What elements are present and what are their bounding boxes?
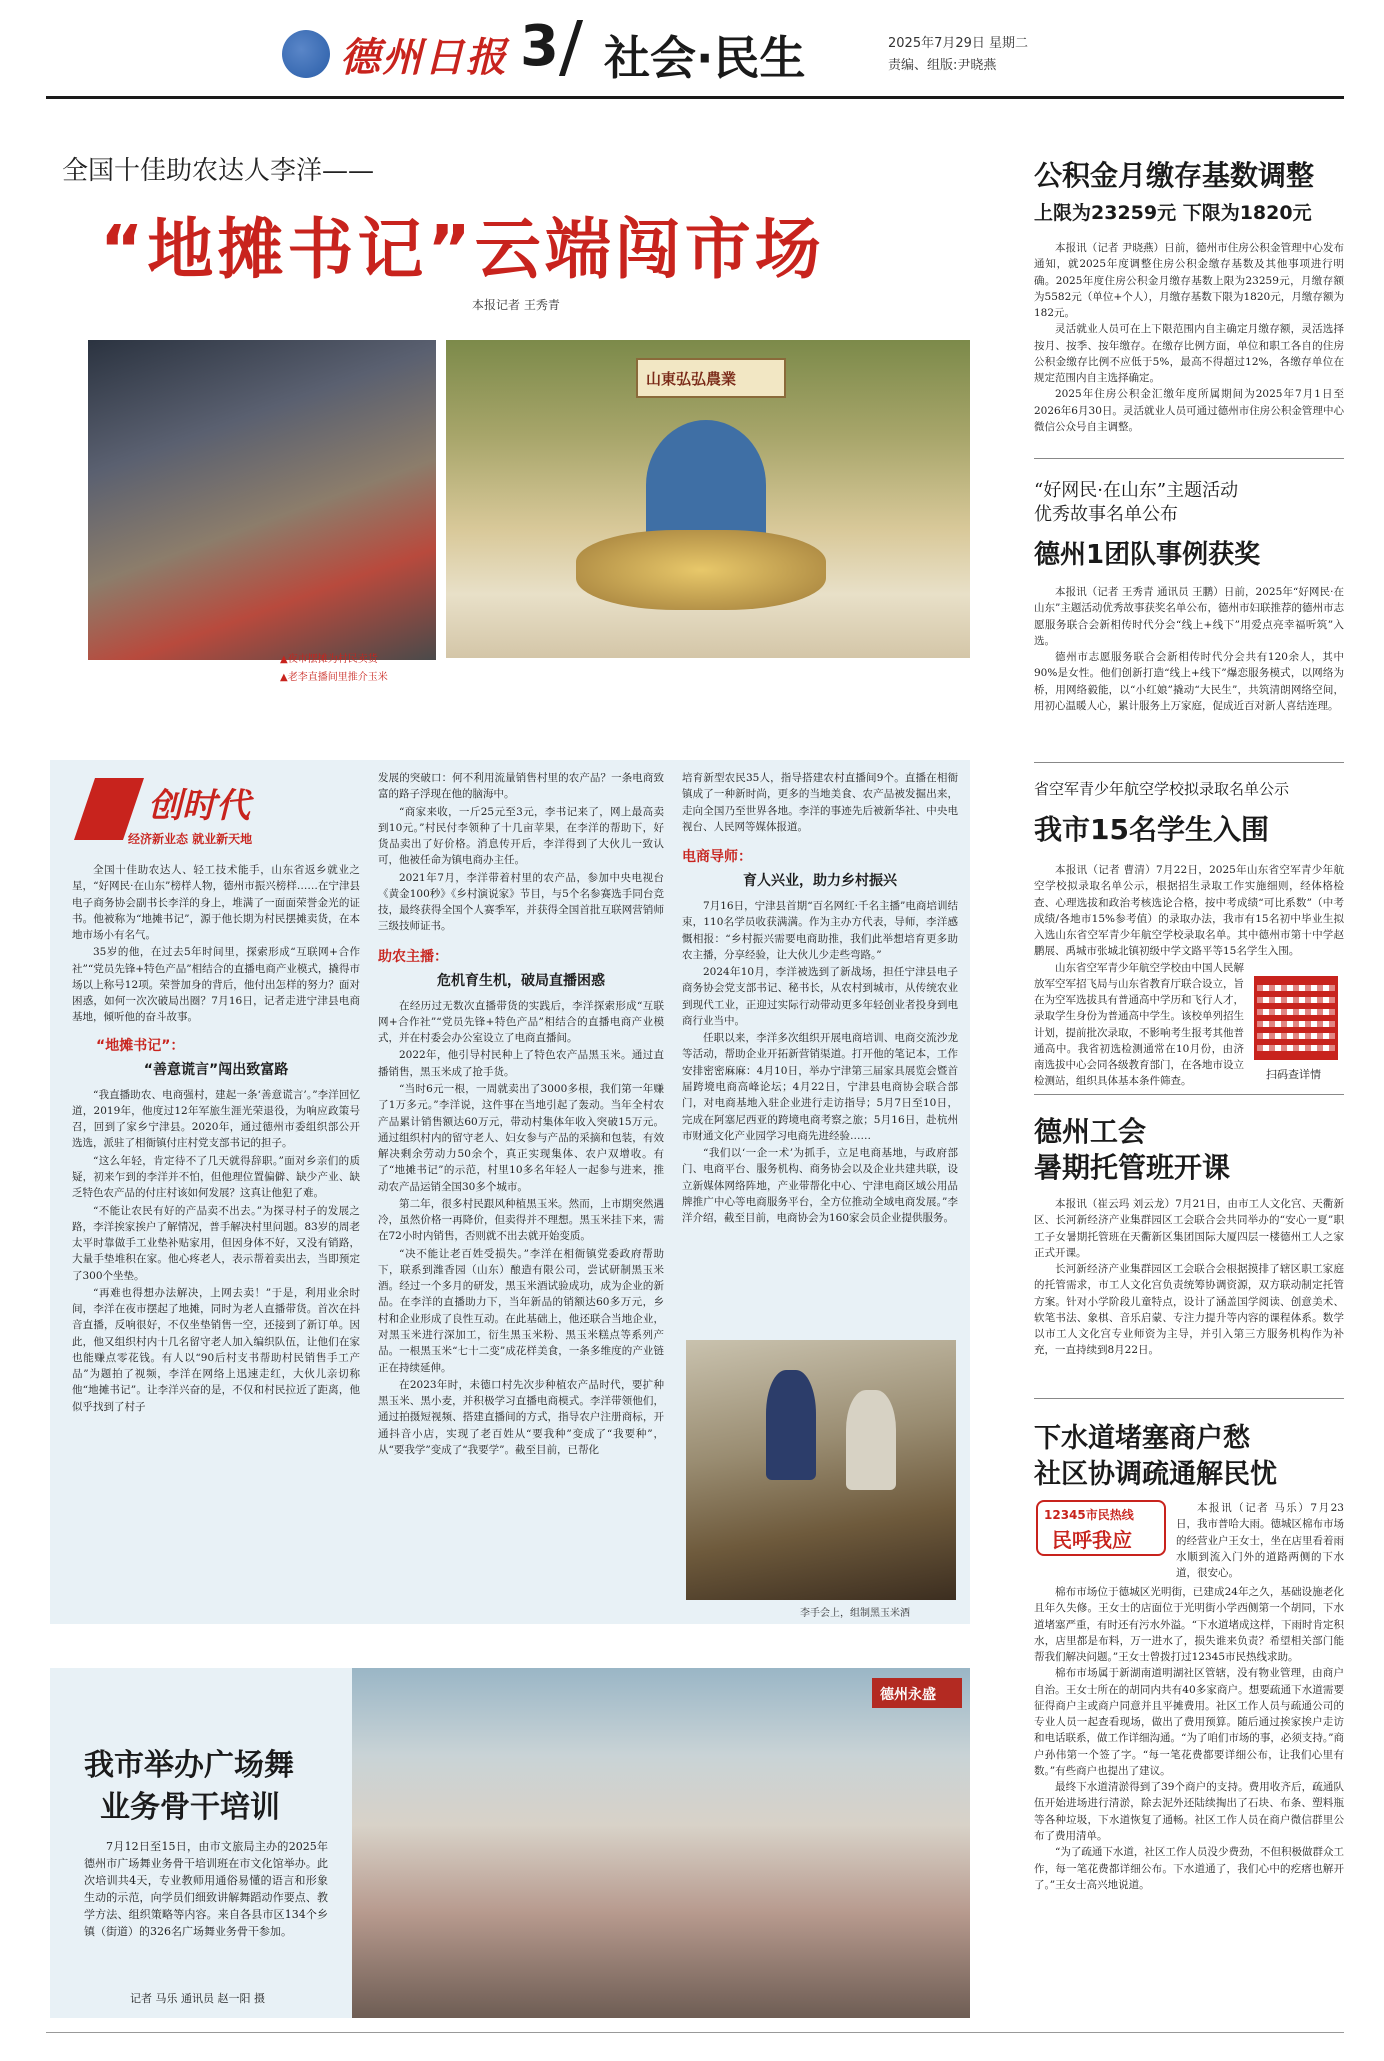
right-para: 本报讯（记者 曹清）7月22日，2025年山东省空军青少年航空学校拟录取名单公示，根据招生录取工作实施细则，经体格检查、心理选拔和政治考核选论合格，按中考成绩“可比系数”（中考成绩/各地市15%参考值）的录取办法，我市有15名初中毕业生拟入选山东省空军青少年航空学校录取名单。其中德州市第十中学赵鹏展、禹城市张城北镇初级中学文路平等15名学生入围。 [1034,864,1344,958]
feature-para: 7月16日，宁津县首期“百名网红·千名主播”电商培训结束，110名学员收获满满。作为主办方代表，导师，李洋感慨相报：“乡村振兴需要电商助推，我们此举想培育更多助农主播，分享经验，让大伙儿少走些弯路。” [682,900,958,961]
photo-corn-basket [576,530,826,610]
right-para: 2025年住房公积金汇缴年度所属期间为2025年7月1日至2026年6月30日。灵活就业人员可通过德州市住房公积金管理中心微信公众号自主调整。 [1034,388,1344,433]
feature-para: 35岁的他，在过去5年时间里，探索形成“互联网+合作社”“党员先锋+特色产品”相结合的直播电商产业模式，撬得市场以上称号12项。荣誉加身的背后，他付出怎样的努力？面对困惑，如何一次次破局出圈？7月16日，记者走进宁津县电商基地，倾听他的奋斗故事。 [72,946,360,1024]
right-a1-sub: 上限为23259元 下限为1820元 [1034,202,1312,224]
feature-para: 2022年，他引导村民种上了特色农产品黑玉米。通过直播销售，黑玉米成了抢手货。 [378,1049,664,1078]
right-a4-title-2: 暑期托管班开课 [1034,1151,1231,1184]
right-a1-title: 公积金月缴存基数调整 [1034,159,1315,192]
subhead-label: 助农主播： [378,948,448,965]
photo-dance [352,1668,970,2018]
right-para: “为了疏通下水道，社区工作人员没少费劲，不但积极做群众工作，每一笔花费都详细公布。下水道通了，我们心中的疙瘩也解开了。”王女士高兴地说道。 [1034,1846,1344,1891]
feature-para: “当时6元一根，一周就卖出了3000多根，我们第一年赚了1万多元。”李洋说，这件事在当地引起了轰动。当年全村农产品累计销售额达60万元，带动村集体年收入突破15万元。通过组织村内的留守老人、妇女参与产品的采摘和包装，有效解决剩余劳动力50余个，真正实现集体、农户双增收。有了“地摊书记”的示范，村里10多名年轻人一起参与进来，推动农产品运销全国30多个城市。 [378,1082,664,1193]
feature-para: “再难也得想办法解决，上网去卖！”于是，利用业余时间，李洋在夜市摆起了地摊，同时为老人直播带货。首次在抖音直播，反响很好，不仅坐垫销售一空，还接到了新订单。因此，他又组织村内十几名留守老人加入编织队伍，让他们在家也能赚点零花钱。有人以“90后村支书帮助村民销售手工产品”为题拍了视频，李洋在网络上迅速走红，大伙儿亲切称他“地摊书记”。让李洋兴奋的是，不仅和村民拉近了距离，他似乎找到了村子 [72,1286,360,1413]
photo-brewing [686,1340,956,1600]
subhead-title: 育人兴业，助力乡村振兴 [743,873,897,890]
qr-caption: 扫码查详情 [1266,1068,1321,1081]
masthead-rule [46,96,1344,99]
feature-col-3 [682,770,958,1227]
subhead-label: “地摊书记”： [96,1037,185,1054]
right-a5-title-2: 社区协调疏通解民忧 [1034,1459,1277,1490]
feature-para: “我们以‘一企一术’为抓手，立足电商基地，与政府部门、电商平台、服务机构、商务协会以及企业共建共联，设立新媒体网络阵地，产业带帮化中心、宁津电商区域公用品牌推广中心等电商服务平台，全方位推动全域电商发展。”李洋介绍，截至目前，电商协会为160家会员企业提供服务。 [682,1147,958,1225]
feature-para: “商家来收，一斤25元至3元，李书记来了，网上最高卖到10元。”村民付李领种了十几亩苹果，在李洋的帮助下，好货品卖出了好价格。消息传开后，李洋得到了大伙儿一致认可，他被任命为镇电商办主任。 [378,805,664,867]
right-a4-body [1034,1196,1344,1359]
divider [1034,762,1344,763]
right-a5-body-lead [1176,1500,1344,1581]
photo-livestream [446,340,970,658]
divider [1034,1094,1344,1095]
photo-dance-banner-text: 德州永盛 [880,1687,936,1703]
feature-para: “我直播助农、电商强村，建起一条‘善意谎言’。”李洋回忆道，2019年，他度过12年军旅生涯光荣退役，为响应政策号召，回到了家乡宁津县。2020年，通过德州市委组织部公开选选，派驻了相衙镇付庄村党支部书记的担子。 [72,1088,360,1150]
right-a2-body [1034,584,1344,714]
subhead-label: 电商导师： [682,849,752,866]
photo-sign-text: 山東弘弘農業 [646,370,737,388]
feature-para: 2021年7月，李洋带着村里的农产品，参加中央电视台《黄金100秒》《乡村演说家》节目，与5个名参赛选手同台竞技，最终获得全国个人赛季军，并获得全国首批互联网营销师三级技师证书。 [378,871,664,933]
feature-para: 全国十佳助农达人、轻工技术能手，山东省返乡就业之星，“好网民·在山东”榜样人物，德州市振兴榜样……在宁津县电子商务协会副书长李洋的身上，堆满了一面面荣誉金光的证书。他被称为“地摊书记”，源于他长期为村民摆摊卖货，在本地市场小有名气。 [72,864,360,942]
right-para: 棉布市场位于德城区光明街，已建成24年之久，基础设施老化且年久失修。王女士的店面位于光明街小学西侧第一个胡同，下水道堵塞严重，有时还有污水外溢。“下水道堵成这样，下雨时肯定积水，店里都是布料，万一进水了，损失谁来负责？希望相关部门能帮我们解决问题。”王女士曾拨打过12345市民热线求助。 [1034,1586,1344,1664]
right-para: 德州市志愿服务联合会新相传时代分会共有120余人，其中90%是女性。他们创新打造“线上+线下”爆恋服务模式，以网络为桥，用网络毅能，以“小红娘”撬动“大民生”，共筑清朗网络空间，用初心温暖人心，累计服务上万家庭，促成近百对新人喜结连理。 [1034,651,1344,712]
feature-col-2 [378,770,664,1459]
feature-byline: 本报记者 王秀青 [472,298,560,312]
hotline-badge-top: 12345市民热线 [1044,1508,1134,1522]
masthead-logo-icon [282,30,330,78]
right-a2-kicker-1: “好网民·在山东”主题活动 [1034,480,1239,501]
right-para: 本报讯（崔云玛 刘云龙）7月21日，由市工人文化宫、天衢新区、长河新经济产业集群园区工会联合会共同举办的“安心一夏”职工子女暑期托管班在天衢新区集团国际大厦四层一楼德州工人之家正式开课。 [1034,1198,1344,1259]
feature-para: 2024年10月，李洋被选到了新战场，担任宁津县电子商务协会党支部书记、秘书长，从农村到城市，从传统农业到现代工业，正迎过实际行动带动更多年轻创业者投身到电商行业当中。 [682,966,958,1027]
caption-livestream: ▲老李直播间里推介玉米 [280,672,388,683]
dance-byline: 记者 马乐 通讯员 赵一阳 摄 [130,1992,265,2005]
right-para: 本报讯（记者 王秀青 通讯员 王鹏）日前，2025年“好网民·在山东”主题活动优秀故事获奖名单公布，德州市妇联推荐的德州市志愿服务联合会新相传时代分会“线上+线下”用爱点亮幸福听筑”入选。 [1034,586,1344,647]
right-para: 最终下水道清淤得到了39个商户的支持。费用收齐后，疏通队伍开始进场进行清淤，除去泥外还陆续掏出了石块、布条、塑料瓶等各种垃圾，下水道恢复了通畅。社区工作人员在商户微信群里公布了费用清单。 [1034,1781,1344,1842]
photo-night-market [88,340,436,660]
hotline-badge-bottom: 民呼我应 [1052,1528,1132,1552]
right-a5-body [1034,1584,1344,1893]
divider [1034,458,1344,459]
feature-para: 任职以来，李洋多次组织开展电商培训、电商交流沙龙等活动，帮助企业开拓新营销渠道。打开他的笔记本，工作安排密密麻麻：4月10日，举办宁津第三届家具展览会暨首届跨境电商高峰论坛；4月22日，宁津县电商协会联合部门，对电商基地入驻企业进行走访指导；5月7日至10日，完成在阿塞尼西亚的跨境电商考察之旅；5月16日，赴杭州市财通文化产业园学习电商先进经验…… [682,1032,958,1142]
feature-kicker: 全国十佳助农达人李洋—— [62,156,375,186]
feature-para: 在2023年时，未德口村先次步种植农产品时代，要扩种黑玉米、黑小麦，并积极学习直播电商模式。李洋带领他们，通过拍摄短视频、搭建直播间的方式，指导农户注册商标，开通抖音小店，实现了老百姓从“要我种”变成了“我要种”，从“要我学”变成了“我要学”。截至目前，已帮化 [378,1378,664,1456]
issue-date: 2025年7月29日 星期二 [888,36,1029,51]
right-para: 灵活就业人员可在上下限范围内自主确定月缴存额，灵活选择按月、按季、按年缴存。在缴存比例方面，单位和职工各自的住房公积金缴存比例不应低于5%，最高不得超过12%，各缴存单位在规定范围内自主选择确定。 [1034,323,1344,385]
dance-title-1: 我市举办广场舞 [84,1748,294,1783]
subhead-title: 危机育生机，破局直播困惑 [437,972,605,989]
column-subtitle: 经济新业态 就业新天地 [128,832,253,846]
right-para: 山东省空军青少年航空学校由中国人民解放军空军招飞局与山东省教育厅联合设立，旨在为空军选拔具有普通高中学历和飞行人才，录取学生身份为普通高中学生。该校单列招生计划，提前批次录取，不影响考生报考其他普通高中。我省初选检测通常在10月份，由济南选拔中心会同各级教育部门，在各地市设立检测站，组织具体基本条件筛查。 [1034,961,1244,1088]
editor-credit: 责编、组版:尹晓燕 [888,58,997,73]
feature-para: “决不能让老百姓受损失。”李洋在相衙镇党委政府帮助下，联系到潍香园（山东）酿造有限公司，尝试研制黑玉米酒。经过一个多月的研发，黑玉米酒试验成功，成为企业的新品。在李洋的直播助力下，当年新品的销额达60多万元，乡村和企业形成了良性互动。在此基础上，他还联合当地企业，对黑玉米进行深加工，衍生黑玉米粉、黑玉米糕点等系列产品。一根黑玉米“七十二变”成花样美食，一条多维度的产业链正在持续延伸。 [378,1247,664,1374]
right-a5-title-1: 下水道堵塞商户愁 [1034,1423,1250,1454]
right-a2-title: 德州1团队事例获奖 [1034,540,1261,570]
divider [1034,1398,1344,1399]
right-a3-title: 我市15名学生入围 [1034,813,1269,846]
photo-brewing-worker [846,1390,896,1490]
right-para: 本报讯（记者 尹晓燕）日前，德州市住房公积金管理中心发布通知，就2025年度调整住房公积金缴存基数及其他事项进行明确。2025年度住房公积金月缴存基数上限为23259元，月缴存额为5582元（单位+个人），月缴存基数下限为1820元，月缴存额为182元。 [1034,242,1344,320]
photo-brewing-caption: 李手会上，组制黑玉米酒 [800,1608,910,1619]
feature-para: “这么年轻，肯定待不了几天就得辞职。”面对乡亲们的质疑，初来乍到的李洋并不怕，但他理位置偏僻、缺少产业、缺乏特色农产品的付庄村该如何发展？这真让他犯了难。 [72,1154,360,1200]
feature-para: 在经历过无数次直播带货的实践后，李洋探索形成“互联网+合作社”“党员先锋+特色产品”相结合的直播电商产业模式，并在村委会办公室设立了电商直播间。 [378,999,664,1045]
feature-para: 第二年，很多村民跟风种植黑玉米。然而，上市期突然遇冷，虽然价格一再降价，但卖得并不理想。黑玉米挂下来，需在72小时内销售，否则就不出去就开始变质。 [378,1197,664,1243]
hotline-badge [1036,1500,1166,1556]
masthead [0,0,1384,100]
feature-para: 培育新型农民35人，指导搭建农村直播间9个。直播在相衙镇成了一种新时尚，更多的当地美食、农产品被发掘出来，走向全国乃至世界各地。李洋的事迹先后被新华社、中央电视台、人民网等媒体报道。 [682,772,958,833]
right-para: 长河新经济产业集群园区工会联合会根据摸排了辖区职工家庭的托管需求，市工人文化宫负责统筹协调资源，双方联动制定托管方案。针对小学阶段儿童特点，设计了涵盖国学阅读、创意美术、软笔书法、象棋、音乐启蒙、专注力提升等内容的课程体系。数学以市工人文化宫专业师资为主导，并引入第三方服务机构作为补充，一直持续到8月22日。 [1034,1263,1344,1357]
feature-para: 发展的突破口：何不利用流量销售村里的农产品？一条电商致富的路子浮现在他的脑海中。 [378,772,664,801]
dance-title-2: 业务骨干培训 [100,1790,280,1825]
column-logo [74,772,304,852]
caption-night-market: ▲夜市摆摊为村民卖货 [280,654,378,665]
page-number-slash [559,20,583,76]
right-a4-title-1: 德州工会 [1034,1115,1147,1148]
page-number: 3 [520,14,559,79]
right-a1-body [1034,240,1344,435]
right-para: 棉布市场属于新湖南道明湖社区管辖，没有物业管理，由商户自治。王女士所在的胡同内共有40多家商户。想要疏通下水道需要征得商户主或商户同意并且平摊费用。社区工作人员与疏通公司的专业人员一起查看现场，做出了费用预算。随后通过挨家挨户走访和电话联系，做工作详细沟通。“为了咱们市场的事，必须支持。”商户孙伟第一个签了字。“每一笔花费都要详细公布，让我们心里有数。”有些商户也提出了建议。 [1034,1667,1344,1777]
right-a3-kicker: 省空军青少年航空学校拟录取名单公示 [1034,780,1290,798]
masthead-paper-name: 德州日报 [340,34,508,81]
right-a2-kicker-2: 优秀故事名单公布 [1034,504,1178,525]
feature-para: “不能让农民有好的产品卖不出去。”为探寻村子的发展之路，李洋挨家挨户了解情况，普手解决村里问题。83岁的周老太平时靠做手工业垫补贴家用，但因身体不好，又没有销路，大量手垫堆积在家。他心疼老人，表示帮着卖出去，当即预定了300个坐垫。 [72,1204,360,1282]
dance-text: 7月12日至15日，由市文旅局主办的2025年德州市广场舞业务骨干培训班在市文化馆举办。此次培训共4天，专业教师用通俗易懂的语言和形象生动的示范，向学员们细致讲解舞蹈动作要点、教学方法、组织策略等内容。来自各县市区134个乡镇（街道）的326名广场舞业务骨干参加。 [84,1840,328,1939]
subhead-title: “善意谎言”闯出致富路 [143,1061,289,1078]
photo-brewing-worker [766,1370,816,1480]
section-title: 社会·民生 [604,31,806,85]
right-para: 本报讯（记者 马乐）7月23日，我市普哈大雨。德城区棉布市场的经营业户王女士，坐在店里看着雨水顺到流入门外的道路两侧的下水道，很安心。 [1176,1502,1344,1580]
feature-col-1 [72,862,360,1416]
column-title: 创时代 [148,786,250,826]
qr-code-icon[interactable] [1254,976,1338,1060]
feature-headline: “地摊书记”云端闯市场 [100,211,825,288]
page-bottom-rule [46,2032,1344,2033]
